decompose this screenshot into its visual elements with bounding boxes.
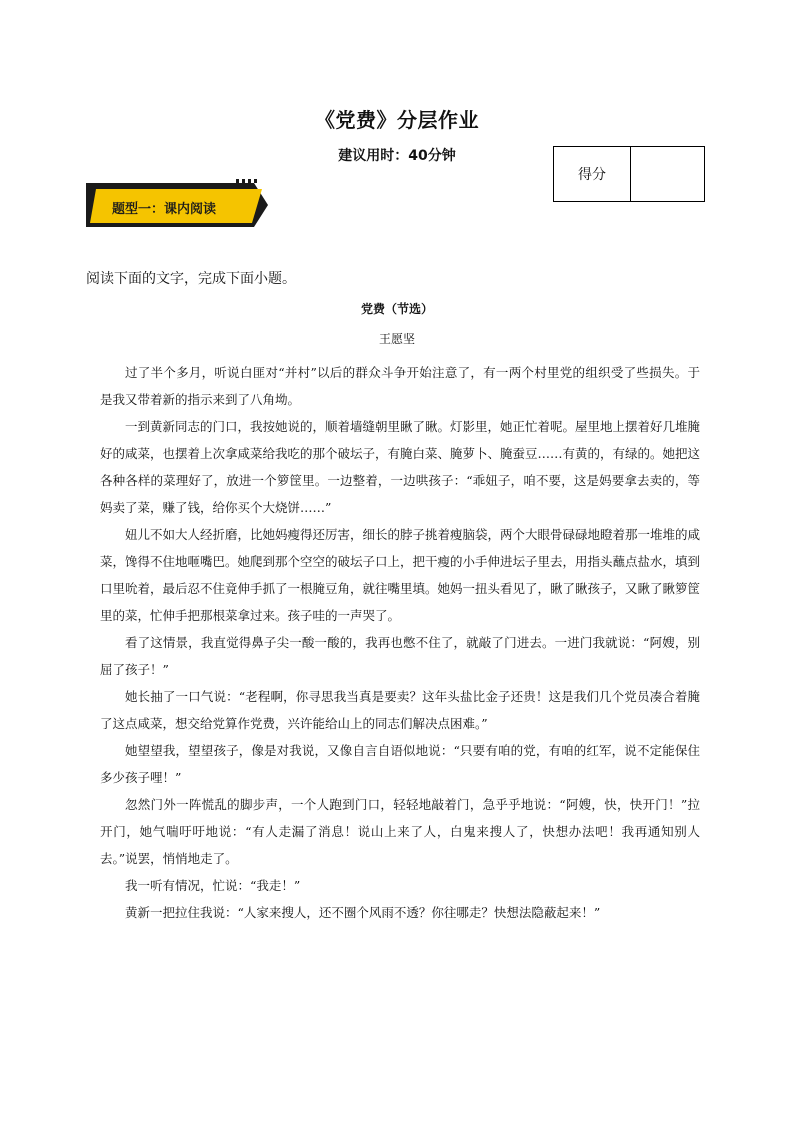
suggested-time: 建议用时：40分钟 — [338, 148, 456, 164]
paragraph: 一到黄新同志的门口，我按她说的，顺着墙缝朝里瞅了瞅。灯影里，她正忙着呢。屋里地上摆着好几堆腌好的咸菜，也摆着上次拿咸菜给我吃的那个破坛子，有腌白菜、腌萝卜、腌蚕豆……有黄的，有绿的。她把这各种各样的菜理好了，放进一个箩筐里。一边整着，一边哄孩子：“乖妞子，咱不要，这是妈要拿去卖的，等妈卖了菜，赚了钱，给你买个大烧饼……” — [100, 419, 701, 515]
score-label: 得分 — [554, 147, 631, 201]
page-title: 《党费》分层作业 — [315, 108, 479, 132]
paragraph: 忽然门外一阵慌乱的脚步声，一个人跑到门口，轻轻地敲着门，急乎乎地说：“阿嫂，快，快开门！”拉开门，她气喘吁吁地说：“有人走漏了消息！说山上来了人，白鬼来搜人了，快想办法吧！我再通知别人去。”说罢，悄悄地走了。 — [100, 797, 700, 866]
score-value-cell[interactable] — [631, 147, 704, 201]
instruction-text: 阅读下面的文字，完成下面小题。 — [86, 271, 296, 287]
paragraph: 过了半个多月，听说白匪对“并村”以后的群众斗争开始注意了，有一两个村里党的组织受了些损失。于是我又带着新的指示来到了八角坳。 — [100, 365, 700, 407]
passage-title: 党费（节选） — [360, 302, 433, 316]
paragraph: 我一听有情况，忙说：“我走！” — [125, 878, 301, 893]
paragraph: 她长抽了一口气说：“老程啊，你寻思我当真是要卖？这年头盐比金子还贵！这是我们几个党员凑合着腌了这点咸菜，想交给党算作党费，兴许能给山上的同志们解决点困难。” — [100, 689, 700, 731]
passage-author: 王愿坚 — [378, 332, 415, 346]
paragraph: 黄新一把拉住我说：“人家来搜人，还不圈个风雨不透？你往哪走？快想法隐蔽起来！” — [125, 905, 601, 920]
section-banner-label: 题型一：课内阅读 — [112, 202, 217, 217]
paragraph: 她望望我，望望孩子，像是对我说，又像自言自语似地说：“只要有咱的党，有咱的红军，说不定能保住多少孩子哩！” — [100, 743, 700, 785]
paragraph: 妞儿不如大人经折磨，比她妈瘦得还厉害，细长的脖子挑着瘦脑袋，两个大眼骨碌碌地瞪着那一堆堆的咸菜，馋得不住地咂嘴巴。她爬到那个空空的破坛子口上，把干瘦的小手伸进坛子里去，用指头蘸点盐水，填到口里吮着，最后忍不住竟伸手抓了一根腌豆角，就往嘴里填。她妈一扭头看见了，瞅了瞅孩子，又瞅了瞅箩筐里的菜，忙伸手把那根菜拿过来。孩子哇的一声哭了。 — [100, 527, 701, 623]
section-banner — [86, 177, 276, 229]
passage-body — [100, 359, 700, 926]
paragraph: 看了这情景，我直觉得鼻子尖一酸一酸的，我再也憋不住了，就敲了门进去。一进门我就说：“阿嫂，别屈了孩子！” — [100, 635, 700, 677]
score-box — [553, 146, 705, 202]
